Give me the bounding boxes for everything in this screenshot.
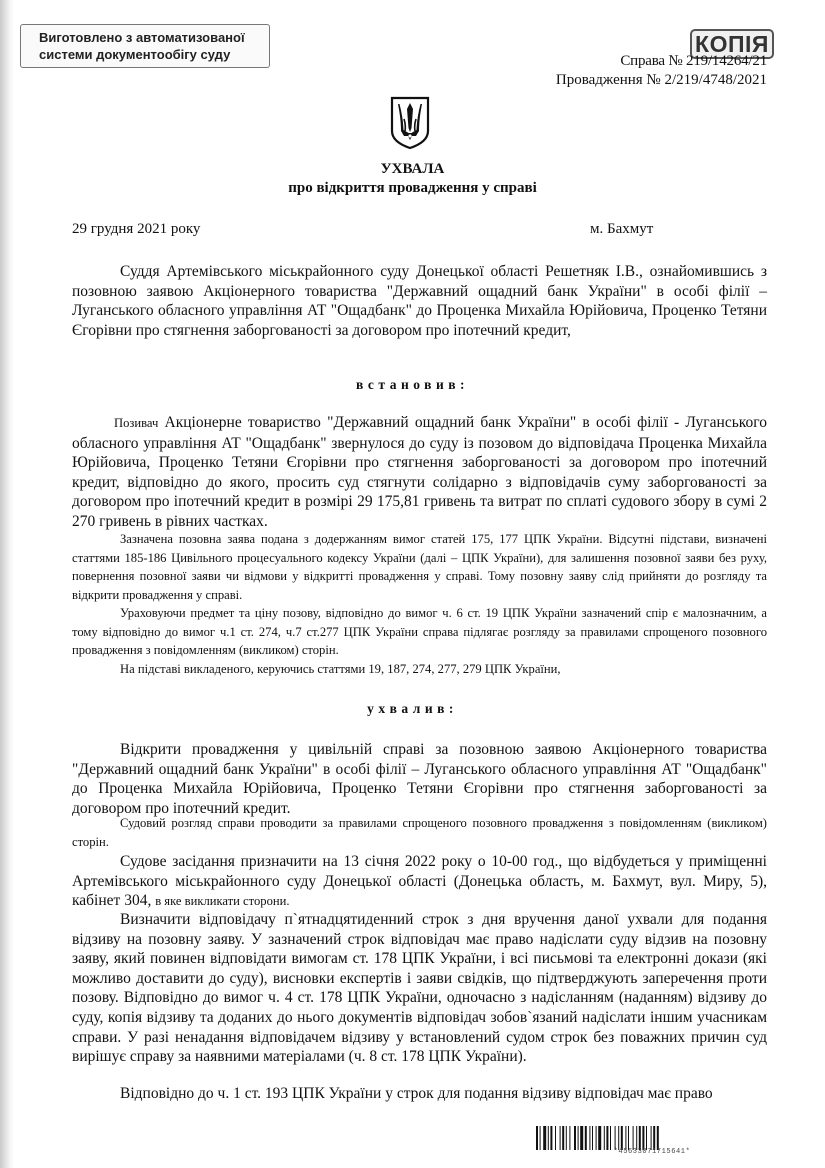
proceeding-number: Провадження № 2/219/4748/2021 [555, 72, 767, 88]
case-number-block [556, 52, 767, 90]
plaintiff-lead: Позивач [114, 416, 159, 430]
document-subtitle: про відкриття провадження у справі [288, 180, 537, 196]
barcode-number: *45633071715641* [613, 1148, 691, 1156]
copy-stamp: КОПІЯ [690, 29, 774, 59]
established-paragraph-2: Зазначена позовна заява подана з додержанням вимог статей 175, 177 ЦПК України. Відсутні підстави, визначені статтями 185-186 Цивільного процесуального кодексу України (далі – ЦПК України), для залишення позовної заяви без руху, повернення позовної заяви чи відмови у відкритті провадження у справі. Тому позовну заяву слід прийняти до розгляду та відкрити провадження у справі. [72, 532, 767, 602]
intro-paragraph: Суддя Артемівського міськрайонного суду Донецької області Решетняк І.В., ознайомившись з позовною заявою Акціонерного товариства "Державний ощадний банк України" в особі філії – Луганського обласного управління АТ "Ощадбанк" до Проценка Михайла Юрійовича, Проценко Тетяни Єгорівни про стягнення заборгованості за договором про іпотечний кредит, [72, 263, 767, 339]
automated-system-stamp [20, 24, 270, 68]
ruled-paragraph-5: Відповідно до ч. 1 ст. 193 ЦПК України у строк для подання відзиву відповідач має право [120, 1085, 713, 1102]
ruled-paragraph-3 [72, 852, 767, 912]
ruled-heading: ухвалив: [367, 701, 458, 716]
established-paragraph-3: Ураховуючи предмет та ціну позову, відповідно до вимог ч. 6 ст. 19 ЦПК України зазначений спір є малозначним, а тому відповідно до вимог ч.1 ст. 274, ч.7 ст.277 ЦПК України справа підлягає розгляду за правилами спрощеного позовного провадження з повідомленням (викликом) сторін. [72, 606, 767, 658]
stamp-line-1: Виготовлено з автоматизованої [39, 30, 245, 45]
stamp-line-2: системи документообігу суду [39, 47, 231, 62]
document-city: м. Бахмут [590, 221, 654, 237]
document-title: УХВАЛА [380, 161, 445, 177]
hearing-tail: в яке викликати сторони. [155, 894, 290, 909]
plaintiff-text: Акціонерне товариство "Державний ощадний банк України" в особі філії - Луганського обласного управління АТ "Ощадбанк" звернулося до суду із позовом до відповідача Проценка Михайла Юрійовича, Проценко Тетяни Єгорівни про стягнення заборгованості за договором про іпотечний кредит, відповідно до якого, просить суд стягнути солідарно з відповідачів суму заборгованості за договором про іпотечний кредит в розмірі 29 175,81 гривень та витрат по сплаті судового збору в сумі 2 270 гривень в рівних частках. [72, 414, 767, 530]
tryzub-coat-of-arms-icon [389, 95, 431, 149]
established-paragraph-1 [72, 413, 767, 532]
established-heading: встановив: [355, 377, 470, 392]
ruled-paragraph-1: Відкрити провадження у цивільній справі за позовною заявою Акціонерного товариства "Державний ощадний банк України" в особі філії – Луганського обласного управління АТ "Ощадбанк" до Проценка Михайла Юрійовича, Проценко Тетяни Єгорівни про стягнення заборгованості за договором про іпотечний кредит. [72, 741, 767, 817]
ruled-paragraph-2: Судовий розгляд справи проводити за правилами спрощеного позовного провадження з повідомленням (викликом) сторін. [72, 816, 767, 849]
hearing-text: Судове засідання призначити на 13 січня 2022 року о 10-00 год., що відбудеться у приміщенні Артемівського міськрайонного суду Донецької області (Донецька область, м. Бахмут, вул. Миру, 5), кабінет 304, [72, 853, 767, 910]
ruled-paragraph-4: Визначити відповідачу п`ятнадцятиденний строк з дня вручення даної ухвали для подання відзиву на позовну заяву. У зазначений строк відповідач має право надіслати суду відзив на позовну заяву, який повинен відповідати вимогам ст. 178 ЦПК України, і всі письмові та електронні докази (які можливо доставити до суду), висновки експертів і заяви свідків, що підтверджують заперечення проти позову. Відповідно до вимог ч. 4 ст. 178 ЦПК України, одночасно з надісланням (наданням) відзиву до суду, копія відзиву та доданих до нього документів відповідач зобов`язаний надіслати іншим учасникам справи. У разі ненадання відповідачем відзиву у встановлений судом строк без поважних причин суд вирішує справу за наявними матеріалами (ч. 8 ст. 178 ЦПК України). [72, 911, 767, 1066]
case-number: Справа № 219/14264/21 [620, 53, 767, 69]
barcode-icon [536, 1126, 768, 1150]
document-date: 29 грудня 2021 року [72, 221, 201, 237]
established-paragraph-4: На підставі викладеного, керуючись статтями 19, 187, 274, 277, 279 ЦПК України, [120, 662, 561, 676]
